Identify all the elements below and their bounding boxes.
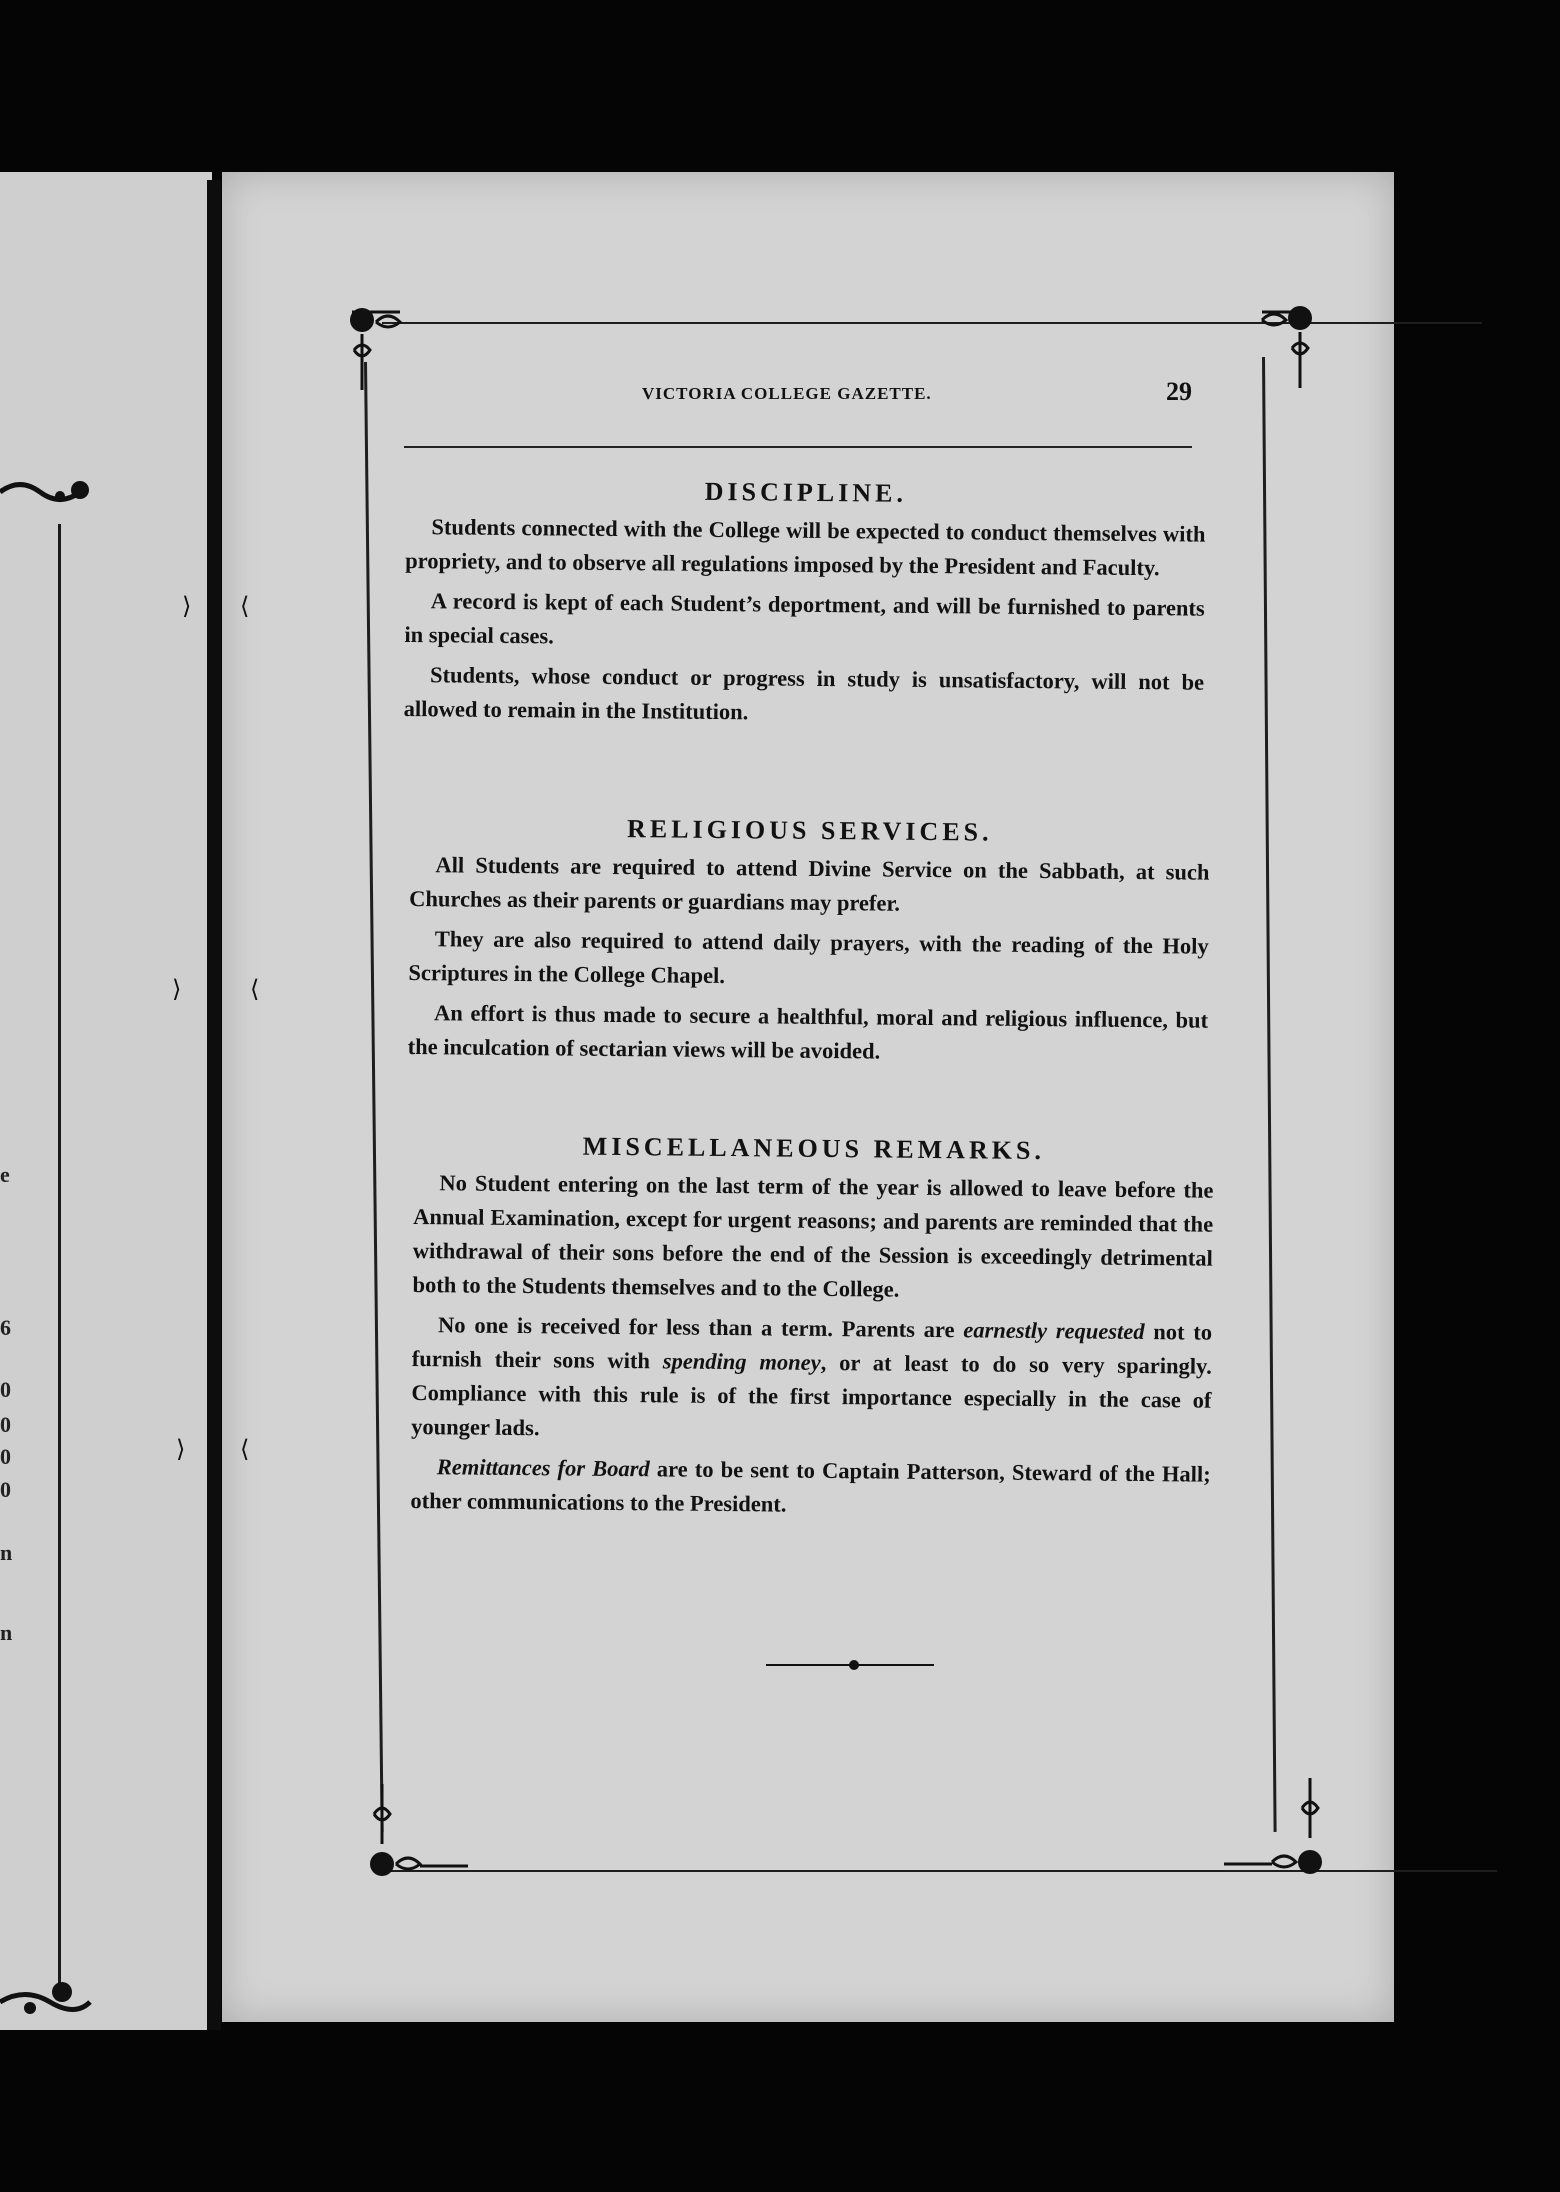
text-run: not to furnish their sons with xyxy=(411,1319,1213,1374)
facing-page xyxy=(0,172,212,2030)
corner-ornament xyxy=(340,300,450,410)
fragment: 0 xyxy=(0,1477,11,1502)
fragment: 0 xyxy=(0,1412,11,1437)
section-title: DISCIPLINE. xyxy=(704,476,908,508)
paragraph: No Student entering on the last term of the year is allowed to leave before the Annual Examination, except for urgent reasons; and parents are reminded that the withdrawal of their sons before the end of the Session is exceedingly detrimental both to the Students themselves and to the College. xyxy=(412,1170,1214,1302)
paragraph: A record is kept of each Student’s deportment, and will be furnished to parents in special cases. xyxy=(404,588,1205,649)
binding-mark: ⟩ xyxy=(182,592,192,620)
tailpiece-dot xyxy=(849,1660,859,1670)
fragment: 6 xyxy=(0,1315,11,1340)
binding-mark: ⟨ xyxy=(240,1435,250,1463)
corner-ornament xyxy=(1222,1768,1332,1878)
text-run: No one is received for less than a term. Parents are xyxy=(438,1312,964,1343)
paragraph: An effort is thus made to secure a healthful, moral and religious influence, but the inculcation of sectarian views will be avoided. xyxy=(407,1000,1209,1064)
page-number: 29 xyxy=(1166,377,1192,406)
border-line xyxy=(1262,357,1277,1832)
corner-ornament xyxy=(360,1774,470,1884)
binding-mark: ⟨ xyxy=(250,975,260,1003)
corner-ornament xyxy=(0,472,92,512)
border-line xyxy=(58,524,61,1984)
paragraph: Students, whose conduct or progress in study is unsatisfactory, will not be allowed to remain in the Institution. xyxy=(403,662,1205,725)
binding-mark: ⟩ xyxy=(176,1435,186,1463)
section-religious-services xyxy=(408,812,1210,1078)
paragraph: They are also required to attend daily prayers, with the reading of the Holy Scriptures in the College Chapel. xyxy=(408,926,1209,989)
running-head: VICTORIA COLLEGE GAZETTE. xyxy=(642,384,932,403)
fragment: n xyxy=(0,1620,13,1645)
paragraph: All Students are required to attend Divine Service on the Sabbath, at such Churches as their parents or guardians may prefer. xyxy=(409,852,1210,916)
corner-ornament xyxy=(0,1962,92,2022)
section-miscellaneous-remarks xyxy=(410,1130,1214,1532)
paragraph xyxy=(410,1450,1211,1526)
fragment: n xyxy=(0,1540,13,1565)
binding-mark: ⟨ xyxy=(240,592,250,620)
paragraph: Students connected with the College will be expected to conduct themselves with propriety, and to observe all regulations imposed by the President and Faculty. xyxy=(405,514,1206,581)
page xyxy=(222,172,1394,2022)
fragment: e xyxy=(0,1162,10,1187)
section-title: RELIGIOUS SERVICES. xyxy=(626,814,993,847)
section-discipline xyxy=(404,474,1206,740)
italic-run: spending money xyxy=(662,1348,821,1375)
section-title: MISCELLANEOUS REMARKS. xyxy=(582,1131,1046,1166)
header-rule xyxy=(404,446,1192,448)
text-run: are to be sent to Captain Patterson, Steward of the Hall; other communications to the President. xyxy=(410,1456,1211,1517)
binding-mark: ⟩ xyxy=(172,975,182,1003)
fragment: 0 xyxy=(0,1377,11,1402)
paragraph xyxy=(411,1308,1212,1452)
book-gutter xyxy=(207,180,221,2030)
border-line xyxy=(364,362,384,1832)
text-run: , or at least to do so very sparingly. Compliance with this rule is of the first importance especially in the case of younger lads. xyxy=(411,1349,1212,1441)
italic-run: earnestly requested xyxy=(963,1317,1145,1345)
corner-ornament xyxy=(1212,298,1322,408)
fragment: 0 xyxy=(0,1444,11,1469)
italic-run: Remittances for Board xyxy=(436,1454,650,1482)
